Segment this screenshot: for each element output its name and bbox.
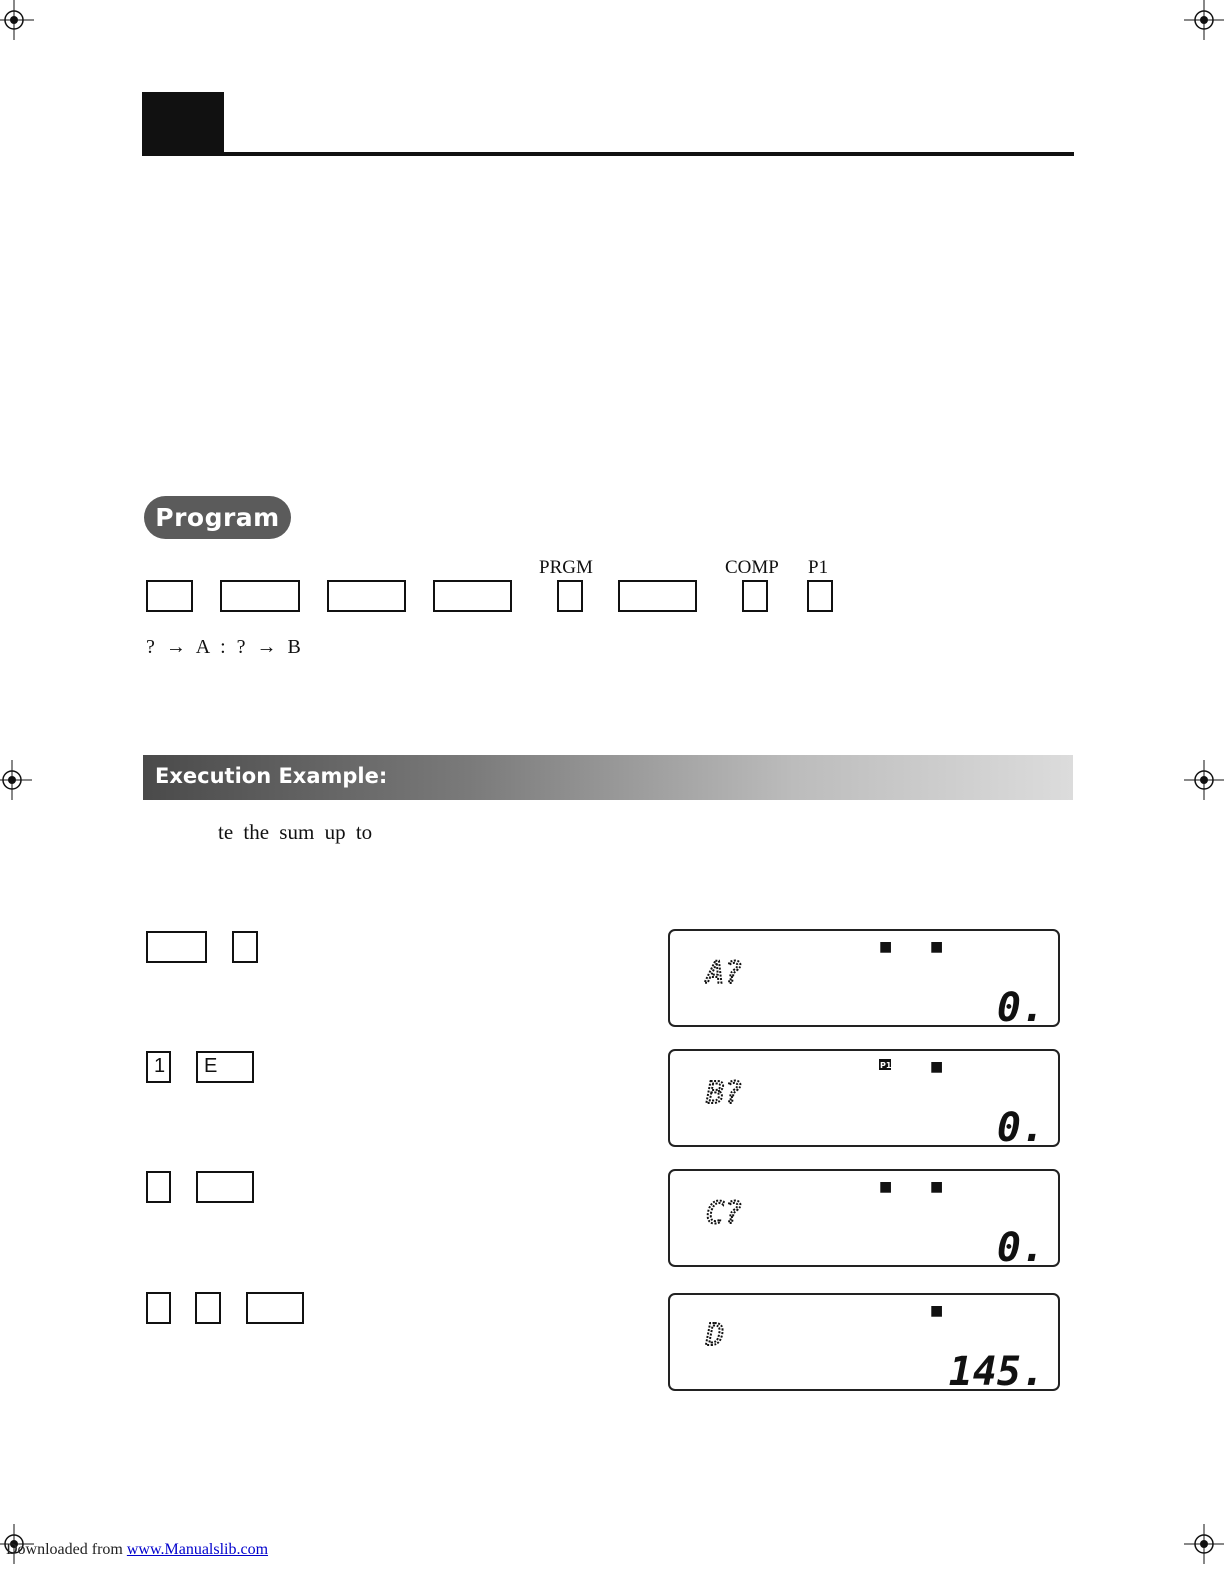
lcd-value: 0. bbox=[996, 1225, 1045, 1267]
registration-mark-top-left bbox=[0, 0, 34, 40]
lcd-prompt: C? bbox=[706, 1196, 743, 1231]
step2-key-2 bbox=[196, 1051, 254, 1083]
lcd-value: 0. bbox=[996, 985, 1045, 1027]
lcd-indicator: ■ bbox=[879, 939, 893, 955]
program-key-2 bbox=[220, 580, 300, 612]
program-code-line: ? → A : ? → B bbox=[146, 636, 304, 658]
lcd-value: 145. bbox=[948, 1349, 1045, 1391]
footer-prefix: Downloaded from bbox=[6, 1541, 127, 1558]
registration-mark-top-right bbox=[1184, 0, 1224, 40]
step4-key-2 bbox=[195, 1292, 221, 1324]
program-key-5 bbox=[618, 580, 697, 612]
key-label-p1: P1 bbox=[808, 557, 829, 578]
lcd-display-1 bbox=[668, 929, 1060, 1027]
lcd-prompt: D bbox=[706, 1318, 725, 1353]
lcd-indicator: ■ bbox=[930, 1303, 944, 1319]
footer-download-note bbox=[6, 1541, 268, 1559]
program-key-4 bbox=[433, 580, 512, 612]
lcd-indicator-p1: P1 bbox=[880, 1061, 892, 1070]
program-key-3 bbox=[327, 580, 406, 612]
key-label-comp: COMP bbox=[725, 557, 779, 578]
lcd-indicator: ■ bbox=[930, 939, 944, 955]
execution-example-header bbox=[143, 755, 1073, 800]
step1-key-1 bbox=[146, 931, 207, 963]
program-key-p1 bbox=[807, 580, 833, 612]
chapter-number-block bbox=[142, 92, 224, 156]
lcd-indicator: ■ bbox=[930, 1059, 944, 1075]
lcd-indicator: ■ bbox=[930, 1179, 944, 1195]
manualslib-link[interactable]: www.Manualslib.com bbox=[126, 1541, 269, 1558]
registration-mark-mid-left bbox=[0, 760, 32, 800]
key-label-prgm: PRGM bbox=[539, 557, 593, 578]
step2-key-1-label: 1 bbox=[154, 1055, 166, 1077]
lcd-display-4 bbox=[668, 1293, 1060, 1391]
step3-key-2 bbox=[196, 1171, 254, 1203]
header-rule bbox=[142, 152, 1074, 156]
lcd-prompt: B? bbox=[706, 1076, 743, 1111]
execution-example-text: te the sum up to bbox=[218, 820, 373, 844]
step2-key-1 bbox=[146, 1051, 171, 1083]
lcd-indicator: ■ bbox=[879, 1179, 893, 1195]
lcd-value: 0. bbox=[996, 1105, 1045, 1147]
step4-key-3 bbox=[246, 1292, 304, 1324]
execution-example-title: Execution Example: bbox=[155, 764, 388, 788]
lcd-prompt: A? bbox=[706, 956, 743, 991]
step1-key-2 bbox=[232, 931, 258, 963]
program-key-prgm bbox=[557, 580, 583, 612]
registration-mark-bottom-right bbox=[1184, 1524, 1224, 1564]
step2-key-2-label: E bbox=[204, 1055, 218, 1077]
program-key-1 bbox=[146, 580, 193, 612]
registration-mark-mid-right bbox=[1184, 760, 1224, 800]
lcd-display-2 bbox=[668, 1049, 1060, 1147]
step3-key-1 bbox=[146, 1171, 171, 1203]
program-section-badge: Program bbox=[144, 496, 291, 539]
step4-key-1 bbox=[146, 1292, 171, 1324]
program-key-comp bbox=[742, 580, 768, 612]
lcd-display-3 bbox=[668, 1169, 1060, 1267]
